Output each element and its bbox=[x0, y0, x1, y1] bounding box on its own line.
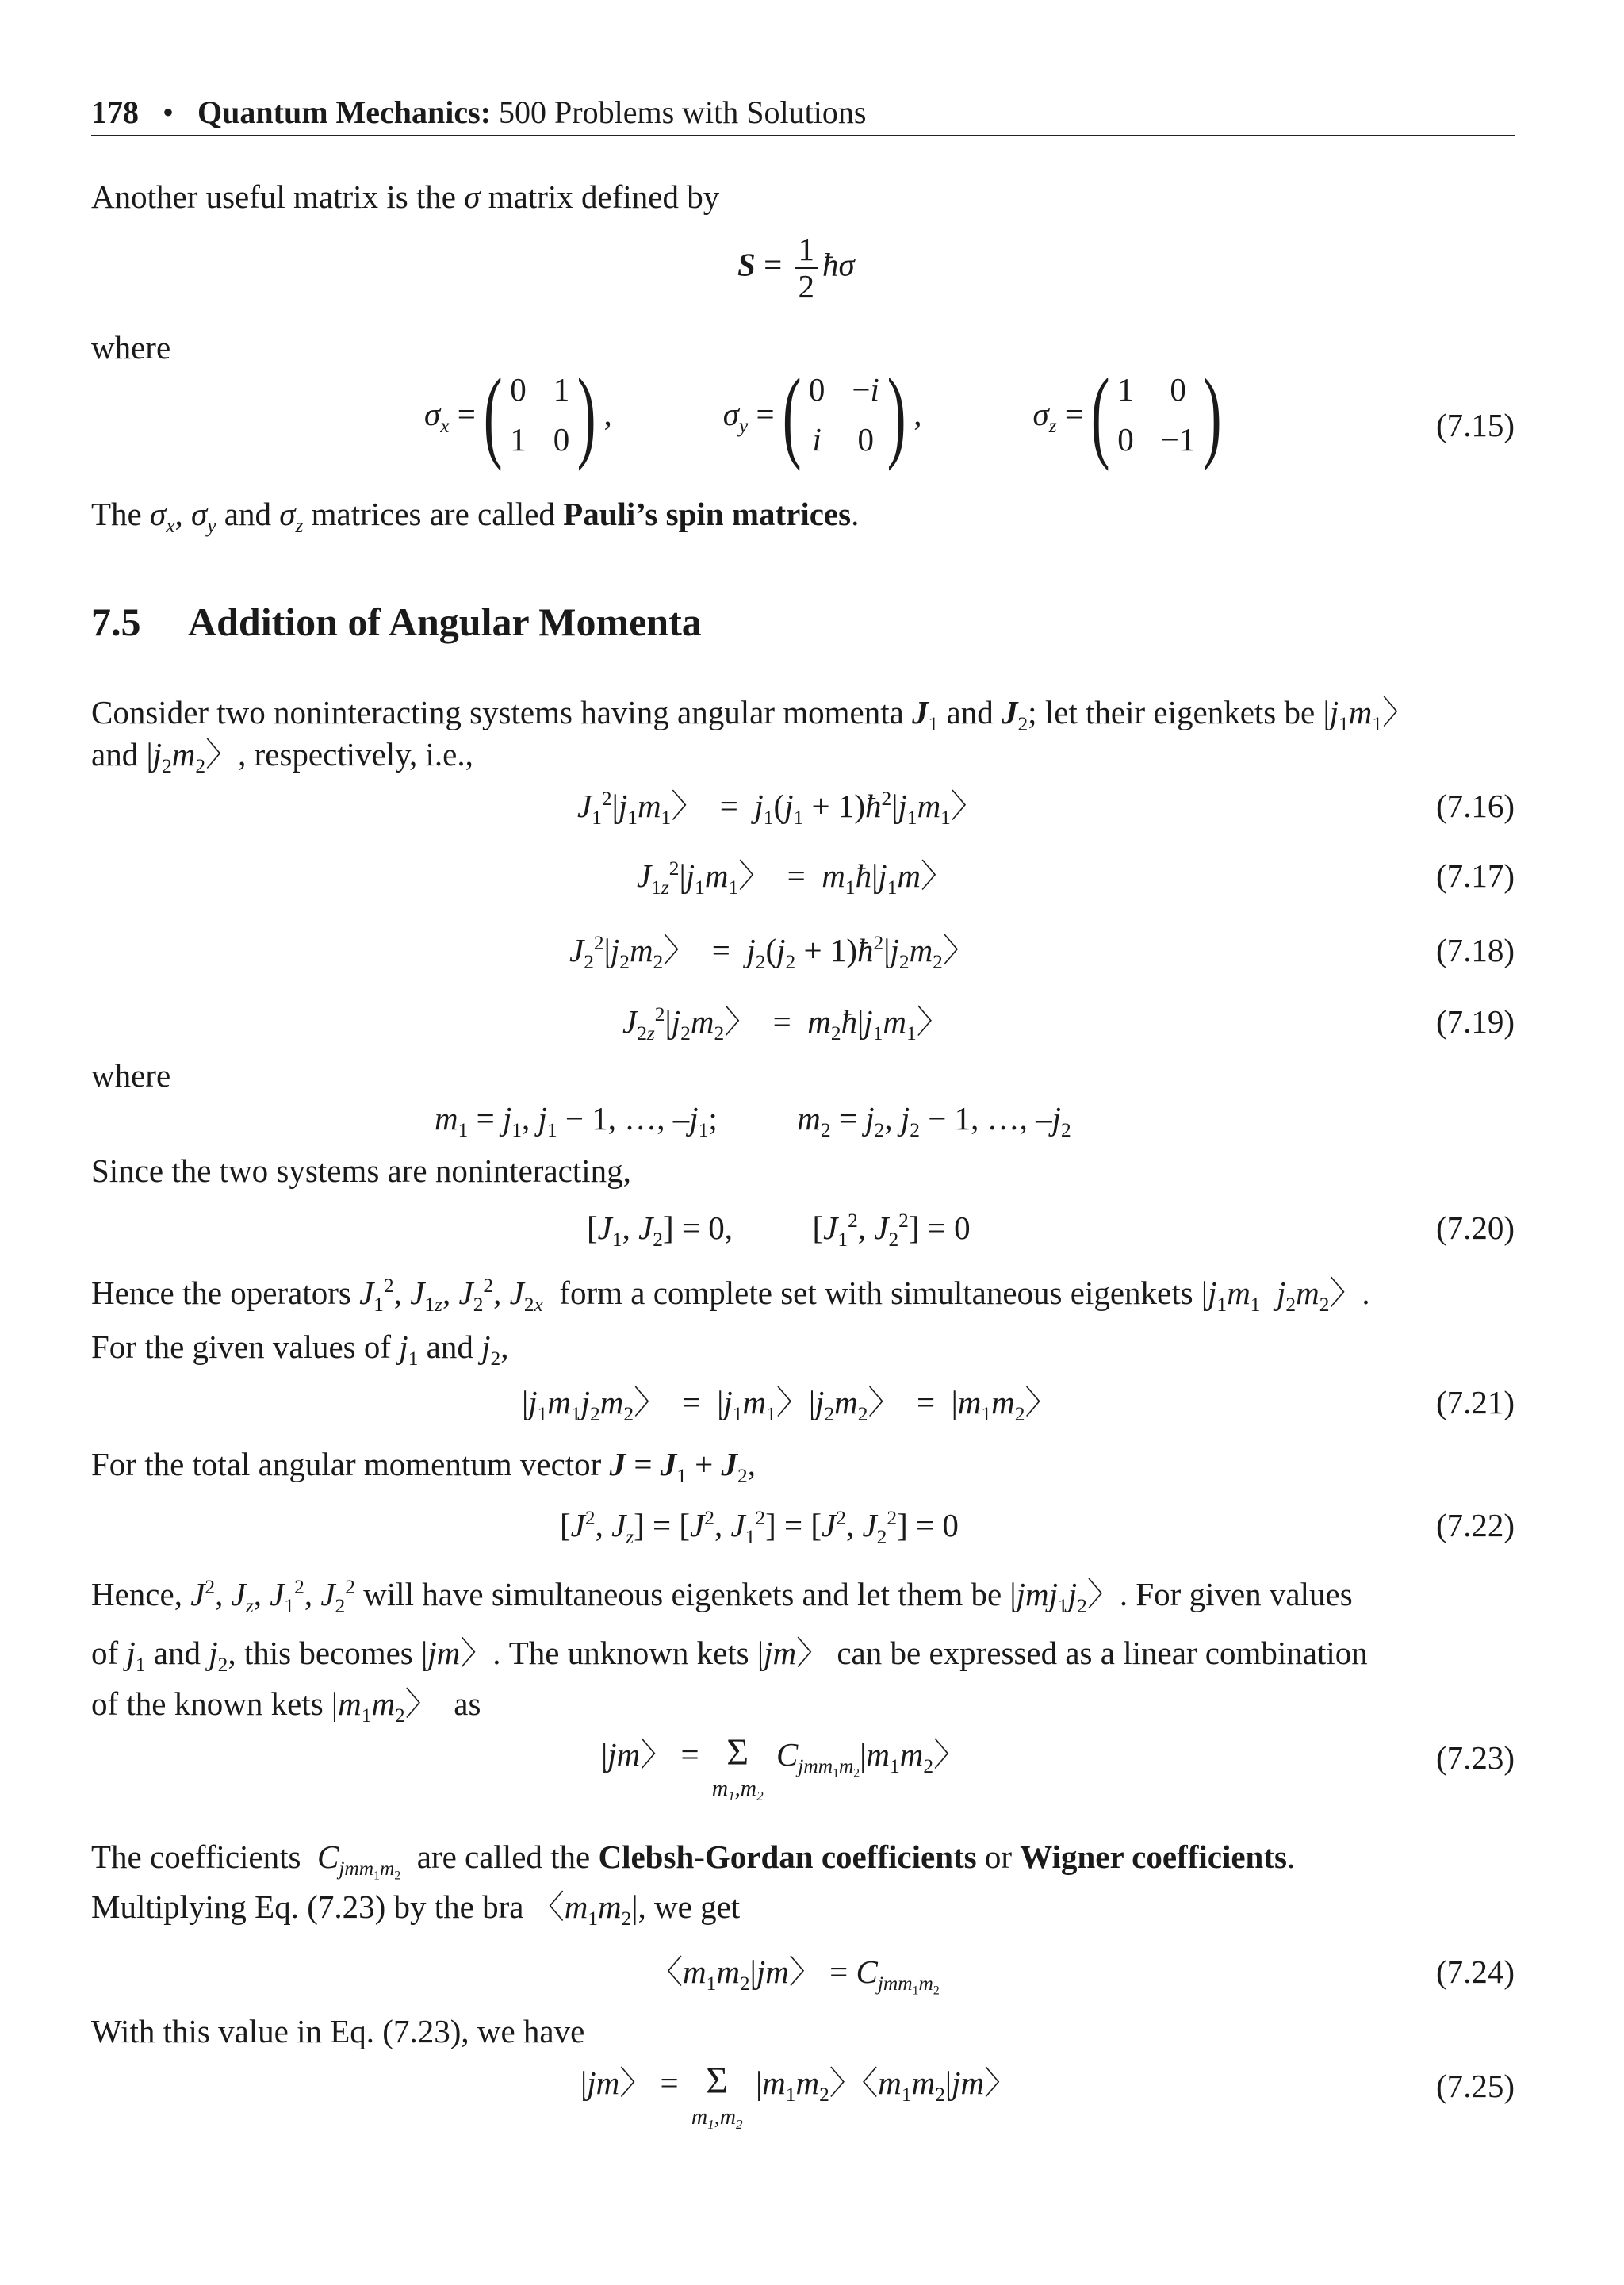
paragraph-with-value: With this value in Eq. (7.23), we have bbox=[91, 2013, 585, 2049]
equation-number-724: (7.24) bbox=[1435, 1953, 1515, 1990]
equation-721: $|j_1m_1j_2m_2$〉 = $|j_1m_1$〉$|j_2m_2$〉 = $|m_1m_2$〉 bbox=[522, 1384, 1058, 1425]
equation-723: |jm〉 = Σ $m_1,m_2$ $C_{jmm_1m_2}|m_1m_2$〉 bbox=[601, 1731, 967, 1804]
paragraph-pauli: The $\sigma_x$, $\sigma_y$ and $\sigma_z$ matrices are called Pauli’s spin matrices. bbox=[91, 496, 860, 537]
paragraph-sigma-intro: Another useful matrix is the σ matrix defined by bbox=[91, 178, 720, 215]
equation-m-ranges: $m_1 = j_1$, $j_1 - 1$, …, $-j_1$; $m_2 = j_2$, $j_2 - 1$, …, $-j_2$ bbox=[435, 1100, 1071, 1141]
summation-symbol: Σ $m_1,m_2$ bbox=[691, 2060, 743, 2133]
clebsh-gordan-term: Clebsh-Gordan coefficients bbox=[598, 1838, 977, 1875]
equation-717: $J_{1z}^2|j_1m_1$〉 = $m_1ħ|j_1m$〉 bbox=[637, 857, 954, 899]
paragraph-consider: Consider two noninteracting systems having angular momenta $J_1$ and $J_2$; let their eigenkets be $|j_1m_1$〉 bbox=[91, 694, 1415, 735]
equation-number-721: (7.21) bbox=[1435, 1384, 1515, 1420]
equation-716: $J_1^2|j_1m_1$〉 = $j_1(j_1$ + $1)ħ^2|j_1m_1$〉 bbox=[577, 787, 983, 829]
section-number: 7.5 bbox=[91, 600, 141, 644]
equation-722: [$J^2$, $J_z] = [J^2$, $J_1^2] = [J^2$, $J_2^2] = 0$ bbox=[560, 1506, 959, 1548]
paragraph-consider-2: and $|j_2m_2$〉, respectively, i.e., bbox=[91, 736, 473, 777]
header-rule bbox=[91, 135, 1515, 136]
equation-number-725: (7.25) bbox=[1435, 2068, 1515, 2104]
equation-724: 〈$m_1m_2|jm$〉 = $C_{jmm_1m_2}$ bbox=[650, 1953, 940, 1998]
equation-718: $J_2^2|j_2m_2$〉 = $j_2(j_2$ + $1)ħ^2|j_2m_2$〉 bbox=[569, 931, 975, 973]
equation-number-722: (7.22) bbox=[1435, 1507, 1515, 1543]
equation-720: [$J_1$, $J_2] = 0$, [$J_1^2$, $J_2^2] = 0$ bbox=[587, 1209, 971, 1251]
running-header bbox=[91, 92, 866, 133]
equation-number-717: (7.17) bbox=[1435, 857, 1515, 894]
equation-number-718: (7.18) bbox=[1435, 932, 1515, 968]
page-number: 178 bbox=[91, 94, 139, 130]
where-label-2: where bbox=[91, 1057, 171, 1094]
book-subtitle: 500 Problems with Solutions bbox=[499, 94, 867, 130]
matrix-sigma-x: ( 0 1 1 0 ) bbox=[483, 358, 596, 472]
paragraph-known-kets: of the known kets $|m_1m_2$〉 as bbox=[91, 1685, 481, 1727]
equation-spin-operator: S = $\frac{1}{2}$ ħσ bbox=[737, 231, 855, 305]
summation-symbol: Σ $m_1,m_2$ bbox=[711, 1731, 764, 1804]
book-title: Quantum Mechanics: bbox=[197, 94, 492, 130]
matrix-sigma-z: ( 1 0 0 −1 ) bbox=[1090, 358, 1222, 472]
equation-number-716: (7.16) bbox=[1435, 788, 1515, 824]
paragraph-total: For the total angular momentum vector $J = J_1 + J_2$, bbox=[91, 1446, 756, 1487]
equation-725: |jm〉 = Σ $m_1,m_2$ $|m_1m_2$〉〈$m_1m_2|jm$〉 bbox=[580, 2060, 1017, 2133]
section-heading bbox=[91, 596, 702, 648]
matrix-sigma-y: ( 0 −i i 0 ) bbox=[782, 358, 906, 472]
paragraph-given-values: of $j_1$ and $j_2$, this becomes |jm〉. The unknown kets |jm〉 can be expressed as a linear combination bbox=[91, 1635, 1368, 1676]
equation-number-723: (7.23) bbox=[1435, 1739, 1515, 1776]
paragraph-hence-eigenkets: Hence, $J^2$, $J_z$, $J_1^2$, $J_2^2$ will have simultaneous eigenkets and let them be $|jmj_1j_2$〉. For given values bbox=[91, 1575, 1353, 1617]
paragraph-hence-operators: Hence the operators $J_1^2$, $J_{1z}$, $J_2^2$, $J_{2x}$ form a complete set with simultaneous eigenkets $|j_1m_1$ $j_2m_2$〉. bbox=[91, 1274, 1370, 1316]
equation-number-719: (7.19) bbox=[1435, 1003, 1515, 1040]
paragraph-coefficients: The coefficients $C_{jmm_1m_2}$ are called the Clebsh-Gordan coefficients or Wigner coefficients. bbox=[91, 1838, 1296, 1883]
header-bullet: • bbox=[163, 94, 174, 130]
paragraph-for-given: For the given values of $j_1$ and $j_2$, bbox=[91, 1328, 509, 1370]
paragraph-multiplying: Multiplying Eq. (7.23) by the bra 〈$m_1m_2|$, we get bbox=[91, 1888, 741, 1930]
section-title: Addition of Angular Momenta bbox=[188, 600, 702, 644]
equation-pauli-matrices: $\sigma_x$ = ( 0 1 1 0 ) , $\sigma_y$ = ( 0 −i i 0 ) , $\sigma_z$ = ( 1 0 0 −1 ) bbox=[424, 363, 1230, 466]
equation-719: $J_{2z}^2|j_2m_2$〉 = $m_2ħ|j_1m_1$〉 bbox=[622, 1003, 949, 1045]
pauli-term: Pauli’s spin matrices bbox=[563, 496, 852, 532]
equation-number-715: (7.15) bbox=[1435, 407, 1515, 443]
equation-number-720: (7.20) bbox=[1435, 1210, 1515, 1246]
wigner-term: Wigner coefficients bbox=[1020, 1838, 1287, 1875]
paragraph-since: Since the two systems are noninteracting, bbox=[91, 1152, 631, 1189]
where-label-1: where bbox=[91, 329, 171, 366]
